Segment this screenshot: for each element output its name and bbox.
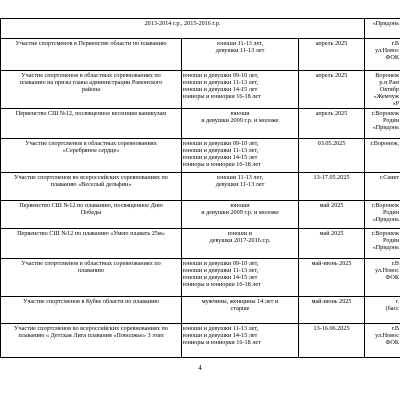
year-range: 2013-2014 г.р., 2015-2016 г.р.: [144, 19, 221, 27]
event-date: май 2025: [299, 229, 365, 259]
event-place: г.Воронеж Родин «Придонь: [365, 229, 400, 259]
event-place: г.Воронеж Родин «Придонь: [365, 201, 400, 229]
age-groups: [182, 173, 299, 201]
age-group-line: девушки 2017-2016.г.р.: [209, 236, 271, 244]
age-groups: [182, 109, 299, 139]
table-row: [1, 39, 400, 71]
age-group-line: девушки 11-13 лет: [215, 46, 265, 54]
age-groups: [182, 324, 299, 358]
event-place: г.Воронеж Родин «Придонь: [365, 109, 400, 139]
event-title: Первенство СШ №12 по плаванию, посвященное Дню Победы: [1, 201, 182, 229]
event-place: г.В ул.Новос ФОК: [365, 259, 400, 297]
age-group-line: юноши 11-13 лет,: [216, 173, 264, 181]
page-number: 4: [198, 364, 202, 372]
event-title: Первенство СШ №12 по плаванию «Умею плавать 25м»: [1, 229, 182, 259]
age-group-line: девушки 11-13 лет: [215, 180, 265, 188]
age-group-line: юноши и девушки 11-13 лет,: [183, 146, 259, 154]
event-title: Участие спортсменов в Кубке области по плаванию: [1, 297, 182, 324]
age-groups: [182, 39, 299, 71]
age-group-line: юниоры и юниорки 16-18 лет: [183, 92, 261, 100]
age-group-line: юниоры и юниорки 16-18 лет: [183, 280, 261, 288]
event-date: апрель 2025: [299, 71, 365, 109]
age-groups: [182, 201, 299, 229]
event-date: май-июнь 2025: [299, 297, 365, 324]
year-row: [1, 19, 400, 39]
year-cell: [1, 19, 365, 39]
age-groups: [182, 139, 299, 173]
event-place: Воронеж р.п Рам Октябр «Жемчуж «Р: [365, 71, 400, 109]
age-group-line: юноши и: [228, 229, 252, 237]
table-row: [1, 324, 400, 358]
event-date: 03.05.2025: [299, 139, 365, 173]
age-group-line: юниоры и юниорки 16-18 лет: [183, 338, 261, 346]
event-place: г.В ул.Новос ФОК: [365, 324, 400, 358]
event-date: 13-16.06.2025: [299, 324, 365, 358]
age-group-line: юноши и девушки 11-13 лет,: [183, 324, 259, 332]
table-row: [1, 71, 400, 109]
table-row: [1, 173, 400, 201]
table-row: [1, 297, 400, 324]
age-group-line: юноши: [230, 201, 250, 209]
event-date: май-июнь 2025: [299, 259, 365, 297]
event-title: Участие спортсменов в областных соревнованиях «Серебряное сердце»: [1, 139, 182, 173]
event-date: 13-17.05.2025: [299, 173, 365, 201]
event-place: г. (басс: [365, 297, 400, 324]
event-title: Участие спортсменов в областных соревнованиях по плаванию: [1, 259, 182, 297]
table-row: [1, 109, 400, 139]
year-place-cell: [365, 19, 400, 39]
events-table-body: [1, 19, 400, 358]
age-group-line: юноши и девушки 14-15 лет: [183, 331, 258, 339]
table-row: [1, 139, 400, 173]
age-group-line: юноши: [230, 109, 250, 117]
age-group-line: юноши 11-13 лет,: [216, 39, 264, 47]
age-groups: [182, 229, 299, 259]
age-group-line: юниоры и юниорки 16-18 лет: [183, 160, 261, 168]
age-group-line: и девушки 2009 г.р. и моложе: [201, 116, 279, 124]
event-date: апрель 2025: [299, 109, 365, 139]
age-group-line: юноши и девушки 14-15 лет: [183, 153, 258, 161]
table-row: [1, 201, 400, 229]
table-row: [1, 259, 400, 297]
table-row: [1, 229, 400, 259]
event-title: Участие спортсменов в Первенстве области по плаванию: [1, 39, 182, 71]
events-table: [0, 18, 400, 358]
age-groups: [182, 259, 299, 297]
age-group-line: юноши и девушки 09-10 лет,: [183, 71, 259, 79]
age-group-line: юноши и девушки 14-15 лет: [183, 273, 258, 281]
event-title: Участие спортсменов во всероссийских соревнованиях по плаванию « Детская Лига плавания «Поволжье» 3 этап: [1, 324, 182, 358]
age-group-line: мужчины, женщины 14 лет и: [201, 297, 279, 305]
age-group-line: юноши и девушки 09-10 лет,: [183, 139, 259, 147]
age-group-line: и девушки 2009 г.р. и моложе: [201, 208, 279, 216]
year-place: «Придонь: [372, 19, 400, 27]
age-group-line: юноши и девушки 11-13 лет,: [183, 78, 259, 86]
age-group-line: юноши и девушки 14-15 лет: [183, 85, 258, 93]
event-place: г.Воронеж,: [365, 139, 400, 173]
event-title: Участие спортсменов во всероссийских соревнованиях по плаванию «Веселый дельфин»: [1, 173, 182, 201]
age-groups: [182, 297, 299, 324]
event-title: Участие спортсменов в областных соревнованиях по плаванию на призы главы администрации Рамонского района: [1, 71, 182, 109]
event-title: Первенство СШ №12, посвященное весенним каникулам: [1, 109, 182, 139]
age-group-line: юноши и девушки 09-10 лет,: [183, 259, 259, 267]
event-date: апрель 2025: [299, 39, 365, 71]
event-place: г.В ул.Новос ФОК: [365, 39, 400, 71]
event-place: г.Санкт: [365, 173, 400, 201]
event-date: май 2025: [299, 201, 365, 229]
age-group-line: старше: [230, 304, 250, 312]
age-groups: [182, 71, 299, 109]
age-group-line: юноши и девушки 11-13 лет,: [183, 266, 259, 274]
